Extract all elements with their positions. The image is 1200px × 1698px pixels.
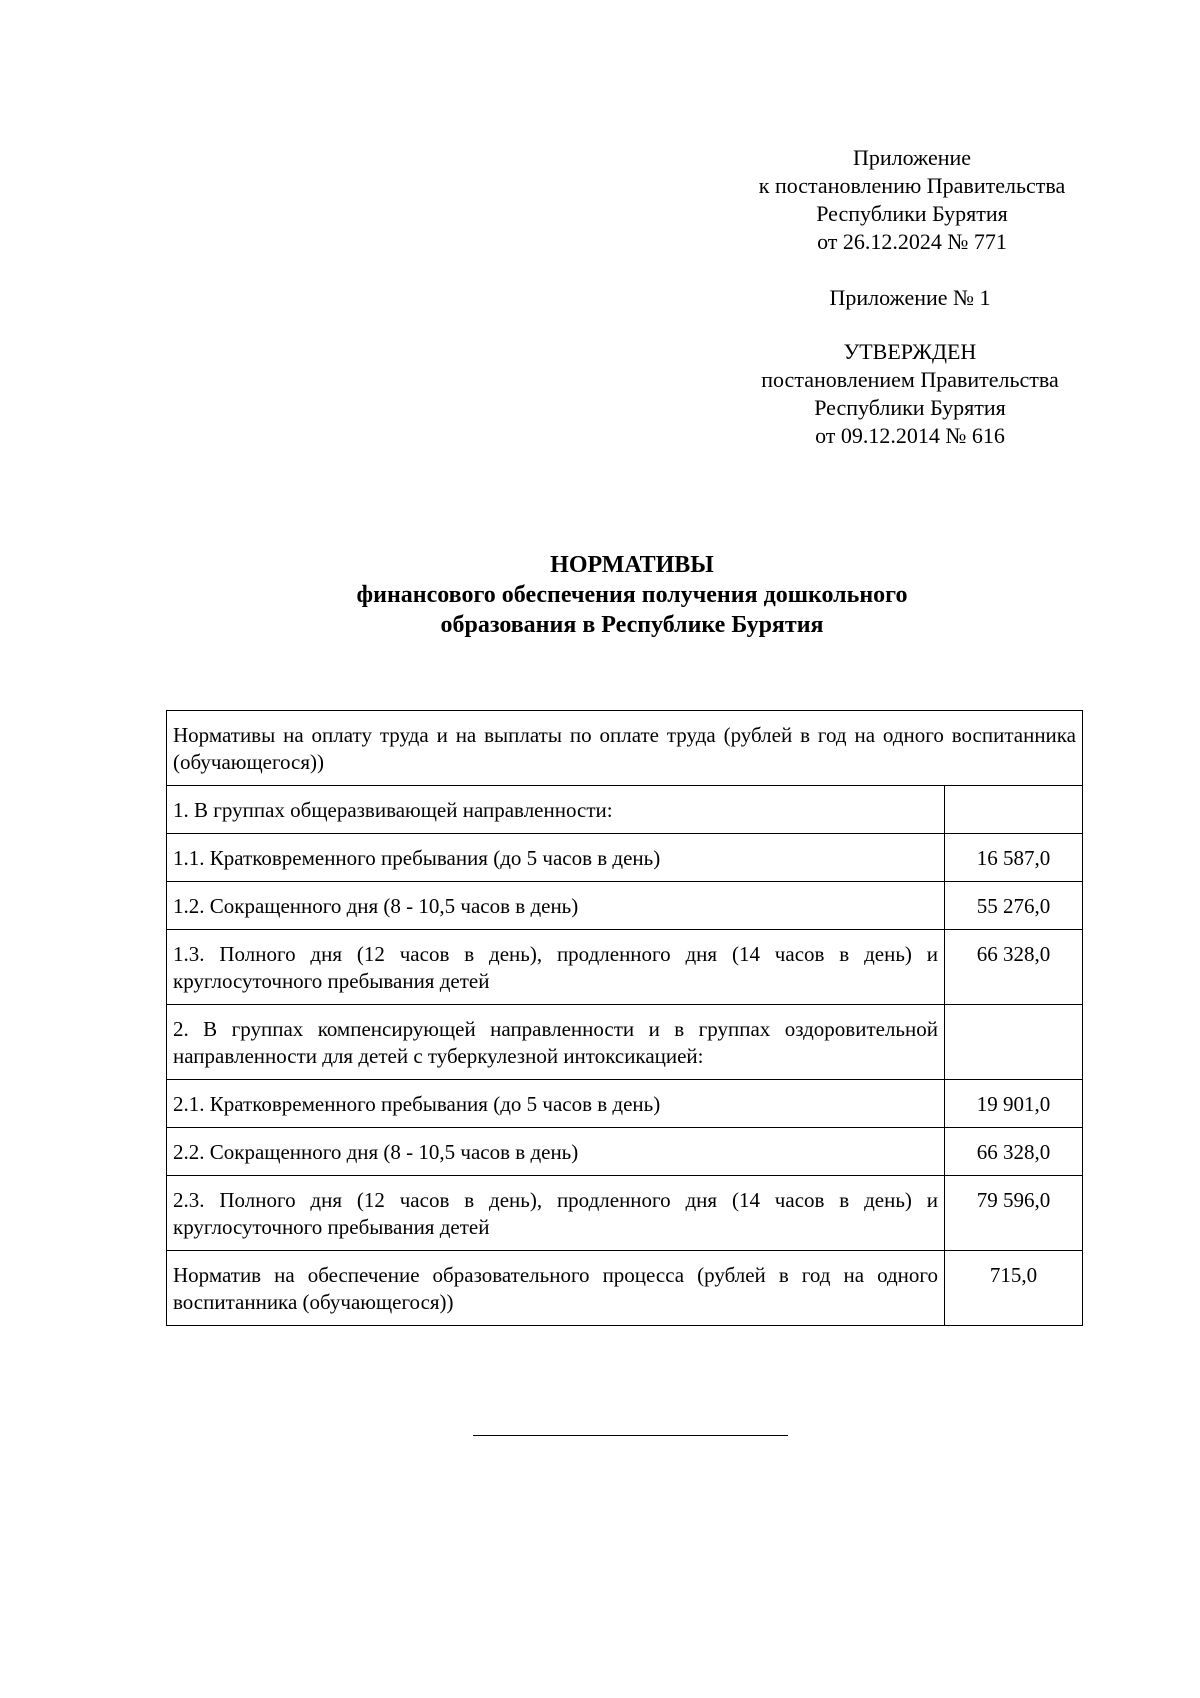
row-value: 16 587,0 xyxy=(945,834,1083,882)
table-header-row xyxy=(167,711,1083,786)
table-row xyxy=(167,882,1083,930)
approval-line: УТВЕРЖДЕН xyxy=(843,339,977,364)
row-label: 1.1. Кратковременного пребывания (до 5 часов в день) xyxy=(167,834,945,882)
approval-line: постановлением Правительства xyxy=(761,367,1059,392)
row-value: 79 596,0 xyxy=(945,1176,1083,1251)
row-label: 1.2. Сокращенного дня (8 - 10,5 часов в день) xyxy=(167,882,945,930)
appendix-line: от 26.12.2024 № 771 xyxy=(817,229,1007,254)
appendix-line: Республики Бурятия xyxy=(816,201,1008,226)
appendix-number xyxy=(660,284,1160,312)
table-row xyxy=(167,1128,1083,1176)
row-value: 66 328,0 xyxy=(945,1128,1083,1176)
title-line: образования в Республике Бурятия xyxy=(440,612,824,638)
row-label: 2.1. Кратковременного пребывания (до 5 часов в день) xyxy=(167,1080,945,1128)
table-row xyxy=(167,1251,1083,1326)
row-value: 715,0 xyxy=(945,1251,1083,1326)
row-label: 1.3. Полного дня (12 часов в день), продленного дня (14 часов в день) и круглосуточного пребывания детей xyxy=(167,930,945,1005)
table-row xyxy=(167,834,1083,882)
row-value: 55 276,0 xyxy=(945,882,1083,930)
table-row xyxy=(167,1176,1083,1251)
table-row xyxy=(167,1005,1083,1080)
appendix-line: Приложение xyxy=(852,145,972,170)
row-label: 2. В группах компенсирующей направленности и в группах оздоровительной направленности для детей с туберкулезной интоксикацией: xyxy=(167,1005,945,1080)
approval-line: от 09.12.2014 № 616 xyxy=(815,423,1005,448)
appendix-number-text: Приложение № 1 xyxy=(829,285,991,310)
end-divider xyxy=(473,1435,788,1436)
table-row xyxy=(167,1080,1083,1128)
row-value xyxy=(945,1005,1083,1080)
table-header-cell: Нормативы на оплату труда и на выплаты по оплате труда (рублей в год на одного воспитанника (обучающегося)) xyxy=(167,711,1083,786)
title-line: НОРМАТИВЫ xyxy=(550,552,714,578)
document-title xyxy=(0,550,1200,640)
table-row xyxy=(167,930,1083,1005)
row-value: 66 328,0 xyxy=(945,930,1083,1005)
row-value xyxy=(945,786,1083,834)
row-label: Норматив на обеспечение образовательного процесса (рублей в год на одного воспитанника (обучающегося)) xyxy=(167,1251,945,1326)
appendix-reference-block xyxy=(662,144,1162,256)
row-label: 1. В группах общеразвивающей направленности: xyxy=(167,786,945,834)
norms-table xyxy=(166,710,1083,1326)
row-label: 2.2. Сокращенного дня (8 - 10,5 часов в день) xyxy=(167,1128,945,1176)
row-label: 2.3. Полного дня (12 часов в день), продленного дня (14 часов в день) и круглосуточного пребывания детей xyxy=(167,1176,945,1251)
table-row xyxy=(167,786,1083,834)
approval-block xyxy=(660,338,1160,450)
row-value: 19 901,0 xyxy=(945,1080,1083,1128)
approval-line: Республики Бурятия xyxy=(814,395,1006,420)
appendix-line: к постановлению Правительства xyxy=(758,173,1066,198)
title-line: финансового обеспечения получения дошкольного xyxy=(356,582,908,608)
